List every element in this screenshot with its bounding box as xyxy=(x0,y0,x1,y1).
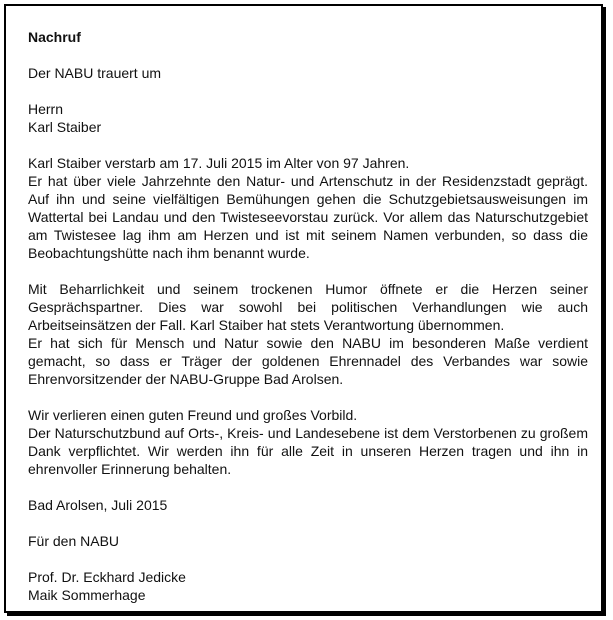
for-organization: Für den NABU xyxy=(28,533,120,549)
deceased-name: Karl Staiber xyxy=(28,119,102,135)
paragraph-1-body: Er hat über viele Jahrzehnte den Natur- und Artenschutz in der Residenzstadt geprägt. Auf ihn und seine vielfältigen Bemühungen gehen die Schutzgebietsausweisungen im Wattertal bei Landau und den Twisteseevorstau zurück. Vor allem das Naturschutzgebiet am Twistesee lag ihm am Herzen und ist mit seinem Namen verbunden, so dass die Beobachtungshütte nach ihm benannt wurde. xyxy=(28,173,588,261)
paragraph-2-part-2: Er hat sich für Mensch und Natur sowie den NABU im besonderen Maße verdient gemacht, so dass er Träger der goldenen Ehrennadel des Verbandes war sowie Ehrenvorsitzender der NABU-Gruppe Bad Arolsen. xyxy=(28,335,588,387)
paragraph-2 xyxy=(28,280,588,388)
intro-text: Der NABU trauert um xyxy=(28,65,162,81)
paragraph-1-first-line: Karl Staiber verstarb am 17. Juli 2015 im Alter von 97 Jahren. xyxy=(28,155,410,171)
paragraph-3 xyxy=(28,406,588,478)
deceased-name-block xyxy=(28,100,588,136)
paragraph-3-body: Der Naturschutzbund auf Orts-, Kreis- und Landesebene ist dem Verstorbenen zu großem Dank verpflichtet. Wir werden ihn für alle Zeit in unseren Herzen tragen und ihn in ehrenvoller Erinnerung behalten. xyxy=(28,425,588,477)
signatories xyxy=(28,568,588,604)
paragraph-1 xyxy=(28,154,588,262)
page-title: Nachruf xyxy=(28,29,81,45)
document-frame xyxy=(4,4,603,613)
signatory-2: Maik Sommerhage xyxy=(28,587,146,603)
paragraph-3-first-line: Wir verlieren einen guten Freund und großes Vorbild. xyxy=(28,407,358,423)
paragraph-2-part-1: Mit Beharrlichkeit und seinem trockenen Humor öffnete er die Herzen seiner Gesprächspartner. Dies war sowohl bei politischen Verhandlungen wie auch Arbeitseinsätzen der Fall. Karl Staiber hat stets Verantwortung übernommen. xyxy=(28,281,588,333)
salutation: Herrn xyxy=(28,101,64,117)
place-date: Bad Arolsen, Juli 2015 xyxy=(28,497,168,513)
signatory-1: Prof. Dr. Eckhard Jedicke xyxy=(28,569,186,585)
obituary-content xyxy=(28,28,588,604)
